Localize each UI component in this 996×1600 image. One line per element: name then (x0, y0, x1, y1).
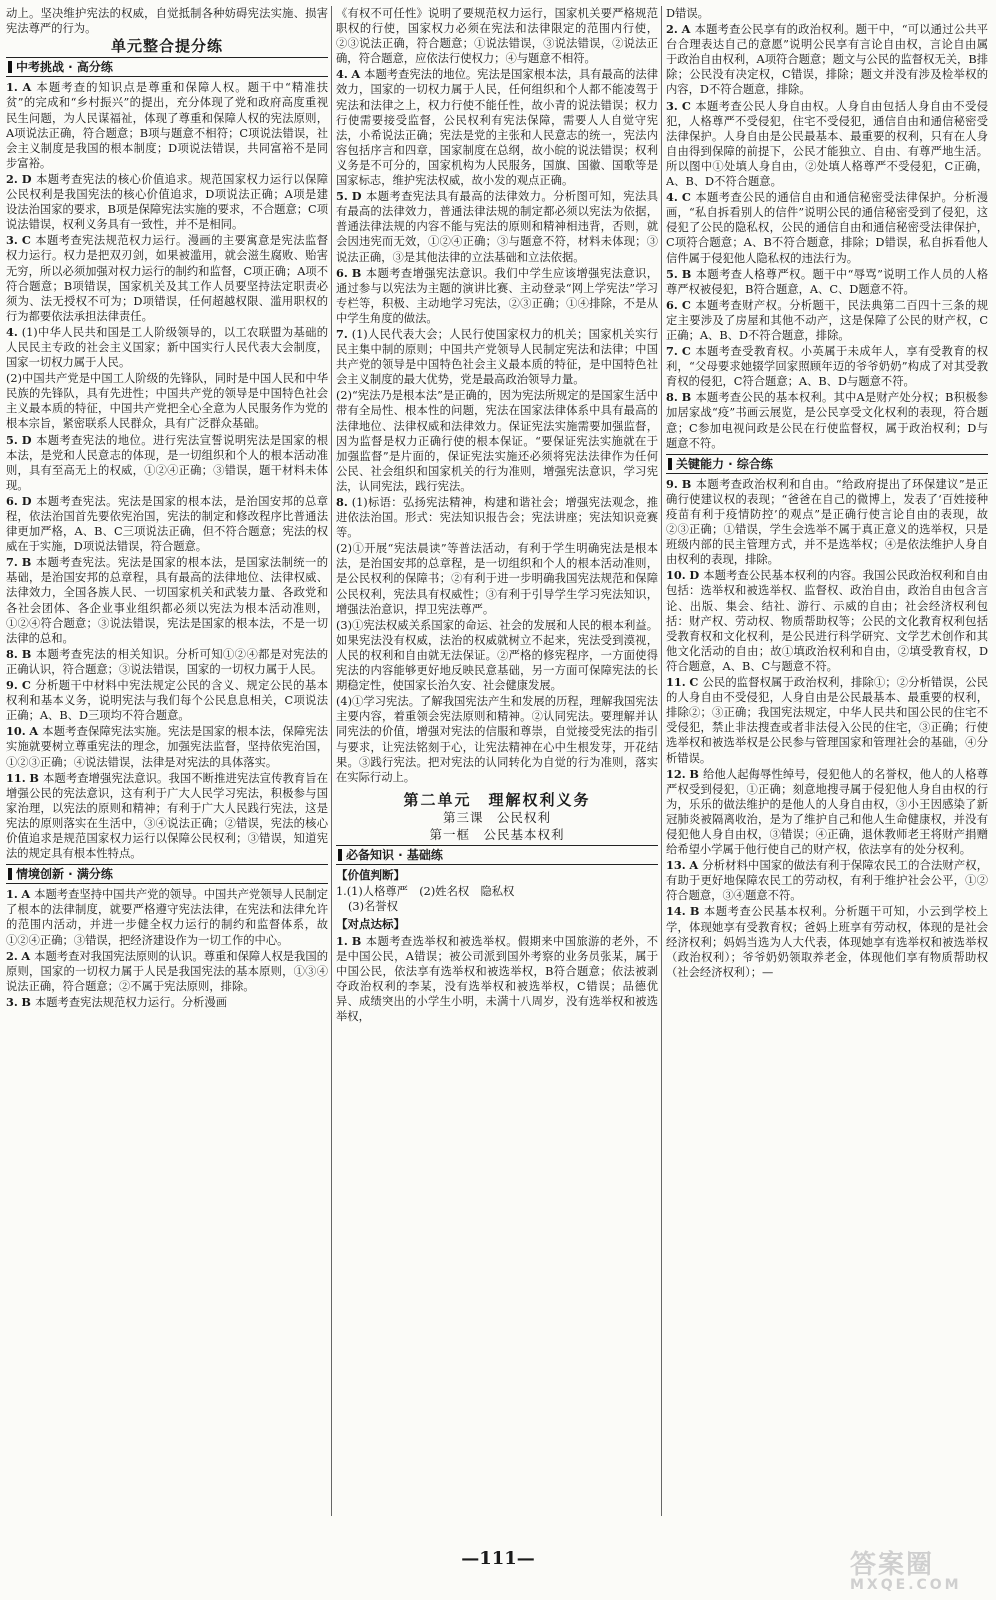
answer-text: 本题考查保障宪法实施。宪法是国家的根本法，保障宪法实施就要树立尊重宪法的理念，加强宪法监督，坚持依宪治国，①②③正确；④说法错误，法律是对宪法的具体落实。 (6, 725, 328, 769)
answer-item (6, 433, 328, 493)
answer-letter: A (689, 858, 699, 873)
answer-text: (4)①学习宪法。了解我国宪法产生和发展的历程，理解我国宪法主要内容，着重领会宪法原则和精神。②认同宪法。要理解并认同宪法的价值，增强对宪法的信服和尊崇，自觉接受宪法的指引与要求，让宪法铭刻于心，让宪法精神在心中生根发芽，开花结果。③践行宪法。把对宪法的认同转化为自觉的行为准则，落实在实际行动上。 (336, 695, 658, 784)
answer-text: 分析题干中材料中宪法规定公民的含义、规定公民的基本权利和基本义务，说明宪法与我们每个公民息息相关，C项说法正确；A、B、D三项均不符合题意。 (6, 679, 328, 723)
section-header-innovation: 情境创新 · 满分练 (6, 864, 328, 884)
answer-letter: A (21, 948, 31, 963)
answer-letter: B (351, 933, 362, 948)
answer-item (666, 190, 988, 265)
answer-text: 本题考查宪法具有最高的法律效力。分析图可知，宪法具有最高的法律效力，普通法律法规的制定都必须以宪法为依据，普通法律法规的内容不能与宪法的原则和精神相违背，否则，就会因违宪而无效，①②④正确；③与题意不符，材料未体现；③说法正确，③是其他法律的立法基础和立法依据。 (336, 190, 658, 264)
page (6, 6, 990, 1536)
answer-item (6, 494, 328, 554)
answer-item (666, 22, 988, 97)
answer-list (336, 6, 658, 785)
tag-target: 【对点达标】 (336, 917, 405, 932)
answer-letter: B (29, 770, 39, 785)
answer-text: (2)中国共产党是中国工人阶级的先锋队，同时是中国人民和中华民族的先锋队，具有先进性；中国共产党的领导是中国特色社会主义最本质的特征，中国共产党把全心全意为人民服务作为党的根本宗旨，紧密联系人民群众，具有广泛群众基础。 (6, 372, 328, 431)
answer-text: 本题考查宪法的相关知识。分析可知①②④都是对宪法的正确认识，符合题意；③说法错误，国家的一切权力属于人民。 (6, 647, 328, 676)
lesson-title: 第三课 公民权利 (442, 809, 551, 825)
item-number: 7. (6, 555, 18, 570)
answer-item (6, 325, 328, 370)
answer-text: (2)①开展“宪法晨读”等普法活动，有利于学生明确宪法是根本法，是治国安邦的总章程，是一切组织和个人的根本活动准则，是公民权利的保障书；②有利于进一步明确我国宪法规范和保障公民权利，宪法具有权威性；③有利于引导学生学习宪法知识，增强法治意识，捍卫宪法尊严。 (336, 542, 658, 616)
answer-letter: A (21, 887, 31, 902)
answer-item (666, 675, 988, 766)
section-title: 单元整合提分练 (110, 37, 223, 56)
answer-text: 本题考查宪法的地位。进行宪法宣誓说明宪法是国家的根本法，是党和人民意志的体现，是一切组织和个人的根本活动准则，具有至高无上的权威，①②④正确；③错误，题干材料未体现。 (6, 433, 328, 492)
item-number: 6. (666, 297, 678, 312)
answer-letter: D (21, 493, 32, 508)
item-number: 8. (6, 646, 18, 661)
item-number: 1. (6, 80, 18, 95)
answer-letter: B (21, 646, 32, 661)
answer-text: (1)标语：弘扬宪法精神，构建和谐社会；增强宪法观念，推进依法治国。形式：宪法知识报告会；宪法讲座；宪法知识竞赛等。 (336, 496, 658, 540)
answer-letter: C (681, 297, 691, 312)
column-1 (6, 6, 328, 1526)
item-number: 9. (666, 476, 678, 491)
item-number: 5. (6, 432, 18, 447)
answer-item (666, 568, 988, 674)
answer-item (6, 995, 328, 1010)
bar-marker-icon (338, 849, 342, 861)
answer-letter: B (681, 390, 692, 405)
item-number: 5. (666, 266, 678, 281)
answer-text: 《有权不可任性》说明了要规范权力运行，国家机关要严格规范职权的行使，国家权力必须在宪法和法律限定的范围内行使，②③说法正确，符合题意；①说法错误，③说法错误，②说法正确，符合题意，应依法行使权力；④与题意不相符。 (336, 7, 658, 66)
answer-item (336, 541, 658, 616)
item-number: 11. (666, 675, 686, 690)
answer-letter: A (22, 80, 32, 95)
answer-text: 给他人起侮辱性绰号，侵犯他人的名誉权，他人的人格尊严权受到侵犯，①正确；刻意地搜寻属于侵犯他人身自由权的行为，乐乐的做法维护的是他人的人身自由权，③小王因感染了新冠肺炎被隔离收治，是为了维护自己和他人生命健康权，并没有侵犯他人身自由权，③错误；④正确，退休教师老王将财产捐赠给希望小学属于他行使自己的财产权，依法享有的处分权利。 (666, 767, 988, 857)
answer-letter: D (689, 568, 700, 583)
bar-marker-icon (8, 61, 12, 73)
answer-text: 本题考查宪法。宪法是国家的根本法，是治国安邦的总章程，依法治国首先要依宪治国，宪法的制定和修改程序比普通法律更加严格，A、B、C三项说法正确，但不符合题意；宪法的权威在于实施，D项说法错误，符合题意。 (6, 494, 328, 554)
answer-text: (2)“宪法乃是根本法”是正确的，因为宪法所规定的是国家生活中带有全局性、根本性的问题，宪法在国家法律体系中具有最高的法律地位、法律权威和法律效力。保证宪法实施需要加强监督，因为监督是权力正确行使的根本保证。“要保证宪法实施就在于加强监督”是片面的，保证宪法实施还必须将宪法法律作为任何公民、社会组织和国家机关的行为准则，增强宪法意识，学习宪法，认同宪法，践行宪法。 (336, 389, 658, 493)
answer-text: 本题考查公民基本权利的内容。我国公民政治权利和自由包括：选举权和被选举权、监督权、政治自由，政治自由包含言论、出版、集会、结社、游行、示威的自由；社会经济权利包括：财产权、劳动权、物质帮助权等；公民的文化教育权利包括受教育权和文化权利，是公民进行科学研究、文学艺术创作和其他文化活动的自由；故①填政治权利和自由，②填受教育权，D符合题意，A、B、C与题意不符。 (666, 569, 988, 673)
intro-text: 动上。坚决维护宪法的权威，自觉抵制各种妨碍宪法实施、损害宪法尊严的行为。 (6, 7, 328, 36)
answer-item (6, 724, 328, 769)
answer-text: 本题考查公民人身自由权。人身自由包括人身自由不受侵犯，人格尊严不受侵犯，住宅不受侵犯，通信自由和通信秘密受法律保护。人身自由是公民最基本、最重要的权利，只有在人身自由得到保障的前提下，公民才能独立、自由、有尊严地生活。所以图中①处填人身自由，②处填人格尊严不受侵犯，C正确，A、B、D不符合题意。 (666, 99, 988, 189)
answer-item (666, 344, 988, 389)
answer-text: D错误。 (666, 7, 709, 20)
answer-text: 本题考查宪法规范权力运行。漫画的主要寓意是宪法监督权力运行。权力是把双刃剑，如果被滥用，就会滋生腐败、贻害无穷，所以必须加强对权力运行的制约和监督，C项正确；A项不符合题意；B项错误，国家机关及其工作人员要坚持法定职责必须为、法无授权不可为；D项错误，任何超越权限、滥用职权的行为都要依法承担法律责任。 (6, 234, 328, 323)
item-number: 2. (6, 948, 18, 963)
answer-text: 本题考查公民基本权利。分析题干可知，小云到学校上学，体现她享有受教育权；爸妈上班享有劳动权，体现的是社会经济权利；妈妈当选为人大代表，体现她享有选举权和被选举权（政治权利）；爷爷奶奶领取养老金，体现他们享有物质帮助权（社会经济权利）；— (666, 905, 988, 979)
answer-item (6, 172, 328, 232)
answer-item (6, 678, 328, 723)
answer-item (336, 6, 658, 66)
answer-text: 本题考查的知识点是尊重和保障人权。题干中“精准扶贫”的完成和“乡村振兴”的提出，充分体现了党和政府高度重视民生问题，为人民谋福祉，体现了尊重和保障人权的宪法原则，A项说法正确，符合题意；B项与题意不相符；C项说法错误，社会主义制度是我国的根本制度；D项说法错误，共同富裕不是同步富裕。 (6, 81, 328, 170)
answer-text: 本题考查财产权。分析题干，民法典第二百四十三条的规定主要涉及了房屋和其他不动产，这是保障了公民的财产权，C正确；A、B、D不符合题意，排除。 (666, 298, 988, 342)
answer-text: 本题考查公民享有的政治权利。题干中，“可以通过公共平台合理表达自己的意愿”说明公民享有言论自由权，言论自由属于政治自由权利，A项符合题意；题文与公民的监督权无关，B排除；公民没有决定权，C错误，排除；题文并没有涉及检举权的内容，D不符合题意，排除。 (666, 23, 988, 97)
item-number: 9. (6, 678, 18, 693)
item-number: 5. (336, 189, 348, 204)
answer-text: 本题考查增强宪法意识。我们中学生应该增强宪法意识，通过参与以宪法为主题的演讲比赛、主动登录“网上学宪法”学习专栏等，积极、主动地学习宪法，②③正确；①④排除，不是从中学生角度的做法。 (336, 266, 658, 325)
answer-letter: B (21, 994, 31, 1009)
answer-text: 本题考查宪法。宪法是国家的根本法，是国家法制统一的基础，是治国安邦的总章程，具有最高的法律地位、法律权威、法律效力，全国各族人民、一切国家机关和武装力量、各政党和各社会团体、各企业事业组织都必须以宪法为根本活动准则，①②④符合题意；③说法错误，宪法是国家的根本法，不是一切法律的总和。 (6, 556, 328, 645)
answer-item (666, 390, 988, 450)
item-number: 10. (666, 568, 686, 583)
answer-item (6, 80, 328, 171)
answer-item (666, 767, 988, 858)
answer-letter: C (681, 344, 691, 359)
item-number: 1. (6, 887, 18, 902)
answer-letter: B (351, 265, 362, 280)
answer-letter: D (351, 189, 362, 204)
answer-item (6, 647, 328, 677)
item-number: 3. (6, 994, 18, 1009)
answer-item (6, 949, 328, 994)
item-number: 14. (666, 904, 686, 919)
section-header-ability: 关键能力 · 综合练 (666, 454, 988, 474)
answer-letter: C (681, 190, 691, 205)
answer-text: 公民的监督权属于政治权利，排除①；②分析错误，公民的人身自由不受侵犯，人身自由是公民最基本、最重要的权利，排除②；③正确；我国宪法规定，中华人民共和国公民的住宅不受侵犯，禁止非法搜查或者非法侵入公民的住宅，③正确；行使选举权和被选举权是公民参与管理国家和管理社会的基础，④分析错误。 (666, 676, 988, 765)
item-number: 7. (336, 326, 348, 341)
answer-text: 本题考查增强宪法意识。我国不断推进宪法宣传教育旨在增强公民的宪法意识，这有利于广大人民学习宪法，积极参与国家治理，以宪法的原则和精神；有利于广大人民践行宪法，这是宪法的原则落实在生活中，③④说法正确；②错误，宪法的核心价值追求是规范国家权力运行以保障公民权利；③错误，知道宪法的规定具有根本性特点。 (6, 771, 328, 861)
answer-text: 本题考查宪法的核心价值追求。规范国家权力运行以保障公民权利是我国宪法的核心价值追求，D项说法正确；A项是建设法治国家的要求，B项是保障宪法实施的要求，不合题意；C项说法错误，权利义务具有一致性，并不是相同。 (6, 172, 328, 232)
answer-item (336, 327, 658, 387)
answer-letter: A (351, 67, 361, 82)
item-number: 6. (336, 265, 348, 280)
answer-letter: C (681, 98, 691, 113)
tag-value-judgement: 【价值判断】 (336, 868, 405, 883)
answer-item (666, 99, 988, 190)
section-header-basics: 必备知识 · 基础练 (336, 845, 658, 865)
item-number: 10. (6, 724, 26, 739)
answer-letter: B (689, 904, 700, 919)
answer-text: 本题考查受教育权。小英属于未成年人，享有受教育的权利，“父母要求她辍学回家照顾年迈的爷爷奶奶”构成了对其受教育权的侵犯，C符合题意；A、B、D与题意不符。 (666, 345, 988, 389)
item-number: 11. (6, 770, 26, 785)
item-number: 2. (6, 171, 18, 186)
item-number: 4. (6, 324, 18, 339)
answer-list (336, 934, 658, 1025)
column-3 (666, 6, 988, 1526)
answer-letter: C (689, 675, 699, 690)
frame-title: 第一框 公民基本权利 (429, 826, 565, 842)
column-2 (336, 6, 658, 1526)
answer-letter: C (21, 233, 31, 248)
answer-letter: C (21, 678, 31, 693)
answer-text: 本题考查公民的通信自由和通信秘密受法律保护。分析漫画，“私自拆看别人的信件”说明公民的通信秘密受到了侵犯，这侵犯了公民的隐私权，公民的通信自由和通信秘密受法律保护，C项符合题意；A、B不符合题意，排除；D错误，私自拆看他人信件属于侵犯他人隐私权的违法行为。 (666, 191, 988, 265)
answer-text: 分析材料中国家的做法有利于保障农民工的合法财产权，有助于更好地保障农民工的劳动权，有利于维护社会公平，①②符合题意，③④题意不符。 (666, 859, 988, 903)
answer-item (6, 771, 328, 862)
answer-letter: D (21, 432, 32, 447)
answer-item (6, 887, 328, 947)
answer-item (666, 904, 988, 979)
bar-marker-icon (668, 458, 672, 470)
answer-item (336, 495, 658, 540)
column-divider (331, 6, 332, 1516)
answer-list (666, 477, 988, 980)
answer-text: (1)人民代表大会；人民行使国家权力的机关；国家机关实行民主集中制的原则；中国共产党领导人民制定宪法和法律；中国共产党的领导是中国特色社会主义最本质的特征，是中国特色社会主义制度的最大优势，党是最高政治领导力量。 (336, 327, 658, 387)
answer-item (666, 267, 988, 297)
answer-letter: A (29, 724, 39, 739)
answer-item (666, 858, 988, 903)
answer-item (336, 266, 658, 326)
item-number: 13. (666, 858, 686, 873)
value-judgement-line: (3)名誉权 (348, 900, 398, 914)
answer-text: 本题考查公民的基本权利。其中A是财产处分权；B积极参加居家战“疫”书画云展览，是公民享受文化权利的表现，符合题意；C参加电视问政是公民在行使监督权，属于政治权利；D与题意不符。 (666, 391, 988, 450)
answer-text: (3)①宪法权威关系国家的命运、社会的发展和人民的根本利益。如果宪法没有权威，法治的权威就树立不起来，宪法受到漠视，人民的权利和自由就无法保证。②严格的修宪程序，一方面使得宪法的内容能够更好地反映民意基础，另一方面可保障宪法的长期稳定性，使国家长治久安、社会健康发展。 (336, 618, 658, 693)
answer-list (6, 887, 328, 1010)
answer-text: 本题考查人格尊严权。题干中“辱骂”说明工作人员的人格尊严权被侵犯，B符合题意，A、C、D题意不符。 (666, 267, 988, 296)
page-number: —111— (461, 1548, 535, 1569)
answer-item (336, 388, 658, 494)
answer-text: 本题考查宪法的地位。宪法是国家根本法，具有最高的法律效力，国家的一切权力属于人民，任何组织和个人都不能凌驾于宪法和法律之上，权力行使不能任性，故小青的说法错误；权力行使需要接受监督，公民权利有宪法保障，需要人人自觉守宪法，小希说法正确；宪法是党的主张和人民意志的统一，宪法内容包括序言和四章，国家制度在总纲，故小皖的说法错误；权利义务是不可分的，国家机构为人民服务，国旗、国徽、国歌等是国家标志，维护宪法权威，故小发的观点正确。 (336, 68, 658, 188)
answer-item (336, 67, 658, 188)
unit-title: 第二单元 理解权利义务 (403, 790, 591, 809)
item-number: 8. (666, 390, 678, 405)
answer-letter: B (21, 555, 32, 570)
answer-list (6, 80, 328, 861)
item-number: 12. (666, 766, 686, 781)
answer-item (336, 618, 658, 693)
answer-text: 本题考查宪法规范权力运行。分析漫画 (34, 995, 228, 1009)
value-judgement-line: 1.(1)人格尊严 (2)姓名权 隐私权 (336, 885, 515, 899)
answer-item (336, 189, 658, 264)
item-number: 3. (666, 98, 678, 113)
item-number: 3. (6, 233, 18, 248)
answer-item (6, 555, 328, 646)
answer-text: 本题考查选举权和被选举权。假期来中国旅游的老外，不是中国公民，A错误；被公司派到国外考察的业务员张某，属于中国公民，依法享有选举权和被选举权，B符合题意；依法被剥夺政治权利的李某，没有选举权和被选举权，C错误；品德优异、成绩突出的小学生小明，未满十八周岁，没有选举权和被选举权， (336, 934, 658, 1023)
answer-letter: D (21, 171, 32, 186)
answer-item (666, 298, 988, 343)
answer-item (336, 694, 658, 785)
item-number: 6. (6, 493, 18, 508)
item-number: 7. (666, 344, 678, 359)
answer-item (6, 233, 328, 324)
answer-item (336, 934, 658, 1025)
item-number: 8. (336, 495, 348, 509)
answer-letter: A (681, 22, 691, 37)
answer-letter: B (689, 766, 699, 781)
answer-text: 本题考查政治权利和自由。“给政府提出了环保建议”是正确行使建议权的表现；“爸爸在自己的微博上，发表了‘百姓接种疫苗有利于疫情防控’的观点”是正确行使言论自由的表现，故②③正确；①错误，学生会选举不属于真正意义的选举权，只是班级内部的民主管理方式，并不是选举权；④是依法维护人身自由权利的表现，排除。 (666, 477, 988, 567)
answer-item (666, 6, 988, 21)
answer-list (666, 6, 988, 451)
item-number: 4. (336, 67, 348, 82)
answer-item (6, 371, 328, 431)
item-number: 2. (666, 22, 678, 37)
answer-letter: B (681, 476, 692, 491)
bar-marker-icon (8, 868, 12, 880)
answer-text: 本题考查坚持中国共产党的领导。中国共产党领导人民制定了根本的法律制度，就要严格遵守宪法法律，在宪法和法律允许的范围内活动，并进一步健全权力运行的制约和监督体系，故①②④正确；③错误，把经济建设作为一切工作的中心。 (6, 888, 328, 947)
answer-item (666, 477, 988, 568)
item-number: 4. (666, 190, 678, 205)
answer-text: (1)中华人民共和国是工人阶级领导的，以工农联盟为基础的人民民主专政的社会主义国家；新中国实行人民代表大会制度，国家一切权力属于人民。 (6, 325, 328, 370)
column-divider (661, 6, 662, 1516)
watermark-logo: 答案圈 MXQE.COM (850, 1550, 962, 1593)
section-header-challenge: 中考挑战 · 高分练 (6, 57, 328, 77)
answer-letter: B (681, 266, 692, 281)
item-number: 1. (336, 933, 348, 948)
answer-text: 本题考查对我国宪法原则的认识。尊重和保障人权是我国的原则，国家的一切权力属于人民是我国宪法的基本原则，①③④说法正确，符合题意；②不属于宪法原则，排除。 (6, 949, 328, 993)
